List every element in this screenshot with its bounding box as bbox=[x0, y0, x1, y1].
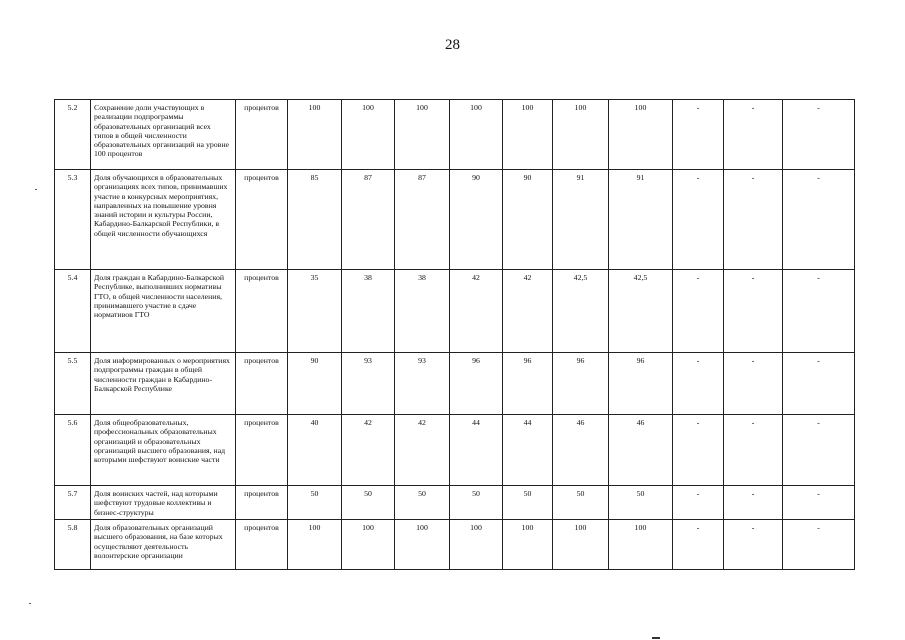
value-cell: 87 bbox=[395, 170, 450, 270]
table-body bbox=[55, 100, 855, 570]
indicator-description-cell: Доля воинских частей, над которыми шефствуют трудовые коллективы и бизнес-структуры bbox=[91, 486, 236, 520]
empty-value-cell: - bbox=[783, 100, 855, 170]
table-row bbox=[55, 270, 855, 353]
empty-value-cell: - bbox=[724, 270, 783, 353]
value-cell: 91 bbox=[609, 170, 673, 270]
empty-value-cell: - bbox=[724, 520, 783, 570]
value-cell: 100 bbox=[450, 520, 503, 570]
indicator-description-cell: Доля информированных о мероприятиях подпрограммы граждан в общей численности граждан в Кабардино-Балкарской Республике bbox=[91, 353, 236, 415]
empty-value-cell: - bbox=[783, 520, 855, 570]
empty-value-cell: - bbox=[673, 415, 724, 486]
empty-value-cell: - bbox=[673, 353, 724, 415]
row-number-cell: 5.7 bbox=[55, 486, 91, 520]
unit-cell: процентов bbox=[236, 486, 288, 520]
value-cell: 96 bbox=[450, 353, 503, 415]
value-cell: 42 bbox=[450, 270, 503, 353]
value-cell: 96 bbox=[503, 353, 553, 415]
row-number-cell: 5.3 bbox=[55, 170, 91, 270]
value-cell: 100 bbox=[553, 520, 609, 570]
unit-cell: процентов bbox=[236, 270, 288, 353]
indicator-description-cell: Доля образовательных организаций высшего образования, на базе которых осуществляют деятельность волонтерские организации bbox=[91, 520, 236, 570]
empty-value-cell: - bbox=[783, 270, 855, 353]
value-cell: 100 bbox=[609, 520, 673, 570]
value-cell: 44 bbox=[450, 415, 503, 486]
empty-value-cell: - bbox=[673, 170, 724, 270]
row-number-cell: 5.8 bbox=[55, 520, 91, 570]
value-cell: 93 bbox=[395, 353, 450, 415]
row-number-cell: 5.5 bbox=[55, 353, 91, 415]
empty-value-cell: - bbox=[724, 415, 783, 486]
value-cell: 87 bbox=[342, 170, 395, 270]
value-cell: 50 bbox=[503, 486, 553, 520]
value-cell: 42,5 bbox=[553, 270, 609, 353]
page-number: 28 bbox=[445, 37, 460, 53]
indicator-description-cell: Доля граждан в Кабардино-Балкарской Республике, выполнивших нормативы ГТО, в общей численности населения, принимавшего участие в сдаче нормативов ГТО bbox=[91, 270, 236, 353]
table-row bbox=[55, 520, 855, 570]
value-cell: 85 bbox=[288, 170, 342, 270]
value-cell: 38 bbox=[395, 270, 450, 353]
value-cell: 42 bbox=[342, 415, 395, 486]
empty-value-cell: - bbox=[673, 270, 724, 353]
unit-cell: процентов bbox=[236, 520, 288, 570]
value-cell: 50 bbox=[395, 486, 450, 520]
value-cell: 100 bbox=[288, 100, 342, 170]
value-cell: 100 bbox=[609, 100, 673, 170]
scan-speck bbox=[35, 189, 37, 190]
value-cell: 46 bbox=[609, 415, 673, 486]
indicator-description-cell: Доля обучающихся в образовательных организациях всех типов, принимавших участие в конкурсных мероприятиях, направленных на повышение уровня знаний истории и культуры России, Кабардино-Балкарской Республики, в общей численности обучающихся bbox=[91, 170, 236, 270]
value-cell: 90 bbox=[503, 170, 553, 270]
value-cell: 50 bbox=[342, 486, 395, 520]
value-cell: 50 bbox=[288, 486, 342, 520]
scan-mark bbox=[652, 637, 660, 639]
value-cell: 90 bbox=[288, 353, 342, 415]
value-cell: 100 bbox=[553, 100, 609, 170]
value-cell: 50 bbox=[553, 486, 609, 520]
value-cell: 44 bbox=[503, 415, 553, 486]
value-cell: 42 bbox=[503, 270, 553, 353]
value-cell: 42 bbox=[395, 415, 450, 486]
value-cell: 91 bbox=[553, 170, 609, 270]
row-number-cell: 5.4 bbox=[55, 270, 91, 353]
value-cell: 46 bbox=[553, 415, 609, 486]
value-cell: 50 bbox=[450, 486, 503, 520]
value-cell: 100 bbox=[342, 100, 395, 170]
value-cell: 96 bbox=[553, 353, 609, 415]
empty-value-cell: - bbox=[673, 520, 724, 570]
scan-speck bbox=[29, 603, 31, 604]
empty-value-cell: - bbox=[673, 486, 724, 520]
table-row bbox=[55, 415, 855, 486]
empty-value-cell: - bbox=[783, 170, 855, 270]
value-cell: 100 bbox=[395, 520, 450, 570]
empty-value-cell: - bbox=[724, 486, 783, 520]
value-cell: 42,5 bbox=[609, 270, 673, 353]
value-cell: 38 bbox=[342, 270, 395, 353]
value-cell: 40 bbox=[288, 415, 342, 486]
empty-value-cell: - bbox=[724, 100, 783, 170]
table-row bbox=[55, 100, 855, 170]
row-number-cell: 5.2 bbox=[55, 100, 91, 170]
value-cell: 100 bbox=[342, 520, 395, 570]
empty-value-cell: - bbox=[673, 100, 724, 170]
value-cell: 90 bbox=[450, 170, 503, 270]
indicators-table bbox=[54, 99, 855, 570]
unit-cell: процентов bbox=[236, 415, 288, 486]
empty-value-cell: - bbox=[783, 353, 855, 415]
value-cell: 100 bbox=[503, 100, 553, 170]
value-cell: 100 bbox=[450, 100, 503, 170]
table-row bbox=[55, 170, 855, 270]
table-row bbox=[55, 353, 855, 415]
empty-value-cell: - bbox=[724, 353, 783, 415]
value-cell: 96 bbox=[609, 353, 673, 415]
row-number-cell: 5.6 bbox=[55, 415, 91, 486]
empty-value-cell: - bbox=[783, 486, 855, 520]
value-cell: 93 bbox=[342, 353, 395, 415]
value-cell: 100 bbox=[288, 520, 342, 570]
empty-value-cell: - bbox=[783, 415, 855, 486]
indicator-description-cell: Сохранение доли участвующих в реализации подпрограммы образовательных организаций всех типов в общей численности образовательных организаций на уровне 100 процентов bbox=[91, 100, 236, 170]
value-cell: 100 bbox=[395, 100, 450, 170]
value-cell: 35 bbox=[288, 270, 342, 353]
unit-cell: процентов bbox=[236, 353, 288, 415]
value-cell: 50 bbox=[609, 486, 673, 520]
indicator-description-cell: Доля общеобразовательных, профессиональных образовательных организаций и образовательных организаций высшего образования, над которыми шефствуют воинские части bbox=[91, 415, 236, 486]
value-cell: 100 bbox=[503, 520, 553, 570]
unit-cell: процентов bbox=[236, 170, 288, 270]
table-row bbox=[55, 486, 855, 520]
unit-cell: процентов bbox=[236, 100, 288, 170]
empty-value-cell: - bbox=[724, 170, 783, 270]
